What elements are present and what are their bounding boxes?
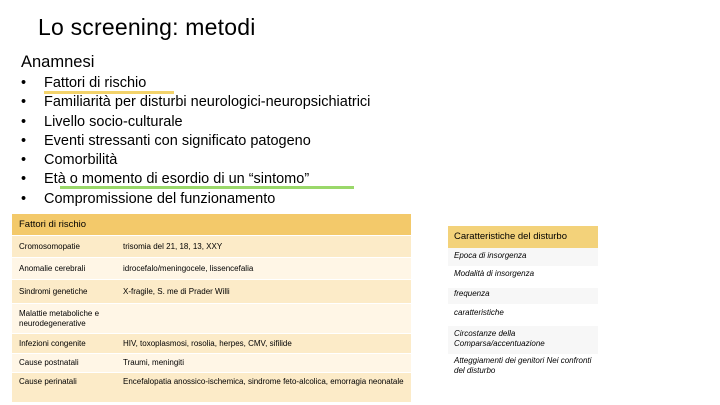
bullet-text: Familiarità per disturbi neurologici-neuropsichiatrici [44, 94, 371, 111]
disorder-table-header: Caratteristiche del disturbo [448, 226, 598, 248]
table-row [12, 258, 411, 280]
table-row [12, 236, 411, 258]
disorder-row: Epoca di insorgenza [448, 248, 598, 266]
risk-factor-cell: Cause perinatali [12, 373, 118, 402]
bullet-text: Eventi stressanti con significato patogeno [44, 132, 311, 149]
bullet-item [21, 151, 370, 170]
risk-example-cell: Traumi, meningiti [118, 354, 411, 373]
bullet-dot-icon: • [21, 171, 27, 188]
risk-example-cell: X-fragile, S. me di Prader Willi [118, 280, 411, 304]
slide-title: Lo screening: metodi [38, 14, 256, 40]
risk-example-cell: Encefalopatia anossico-ischemica, sindrome feto-alcolica, emorragia neonatale [118, 373, 411, 402]
table-header-cell-empty [118, 214, 411, 236]
table-row [12, 354, 411, 373]
bullet-dot-icon: • [21, 75, 27, 91]
table-row [12, 304, 411, 334]
section-title-anamnesi: Anamnesi [21, 53, 95, 71]
bullet-item [21, 113, 370, 132]
bullet-dot-icon: • [21, 94, 27, 111]
risk-factor-cell: Cause postnatali [12, 354, 118, 373]
table-header-cell: Fattori di rischio [12, 214, 118, 236]
table-header-row [12, 214, 411, 236]
risk-example-cell: idrocefalo/meningocele, lissencefalia [118, 258, 411, 280]
risk-factor-cell: Infezioni congenite [12, 334, 118, 354]
disorder-row: caratteristiche [448, 304, 598, 326]
bullet-item [21, 74, 370, 93]
anamnesi-bullet-list [21, 74, 370, 209]
bullet-dot-icon: • [21, 190, 27, 207]
risk-factor-cell: Anomalie cerebrali [12, 258, 118, 280]
bullet-text: Età o momento di esordio di un “sintomo” [44, 171, 310, 188]
disorder-row: Modalità di insorgenza [448, 266, 598, 288]
bullet-dot-icon: • [21, 113, 27, 130]
bullet-text: Fattori di rischio [44, 75, 147, 91]
disorder-row: Atteggiamenti dei genitori Nei confronti del disturbo [448, 354, 598, 382]
risk-factor-cell: Sindromi genetiche [12, 280, 118, 304]
risk-example-cell: trisomia del 21, 18, 13, XXY [118, 236, 411, 258]
risk-factors-table [12, 213, 411, 402]
bullet-text: Livello socio-culturale [44, 113, 183, 130]
bullet-item [21, 132, 370, 151]
risk-factor-cell: Malattie metaboliche e neurodegenerative [12, 304, 118, 334]
table-row [12, 334, 411, 354]
bullet-dot-icon: • [21, 152, 27, 169]
bullet-text: Comorbilità [44, 152, 118, 169]
table-row [12, 373, 411, 402]
disorder-row: Circostanze della Comparsa/accentuazione [448, 326, 598, 354]
risk-example-cell [118, 304, 411, 334]
bullet-item [21, 170, 370, 189]
risk-factor-cell: Cromosomopatie [12, 236, 118, 258]
bullet-item [21, 93, 370, 112]
risk-example-cell: HIV, toxoplasmosi, rosolia, herpes, CMV, sifilide [118, 334, 411, 354]
bullet-text: Compromissione del funzionamento [44, 190, 276, 207]
table-row [12, 280, 411, 304]
disorder-row: frequenza [448, 288, 598, 304]
bullet-item [21, 190, 370, 209]
bullet-dot-icon: • [21, 132, 27, 149]
